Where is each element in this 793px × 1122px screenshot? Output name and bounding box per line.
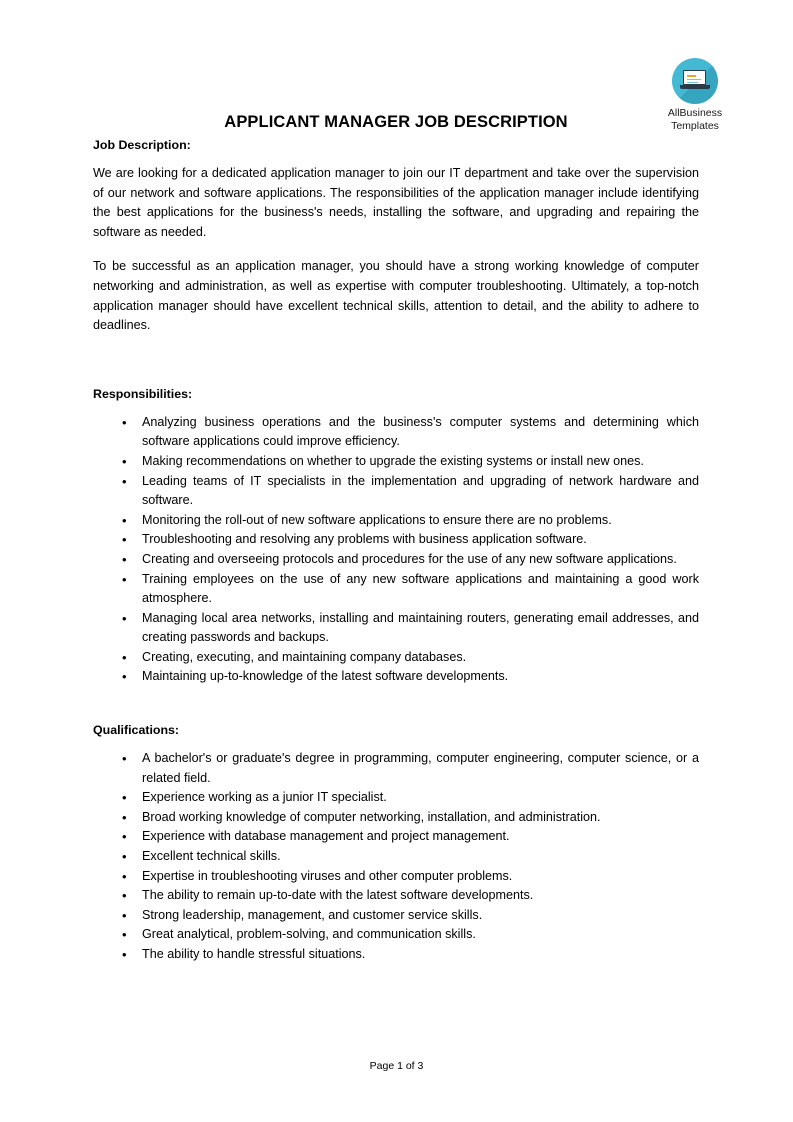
- qualifications-heading: Qualifications:: [93, 723, 180, 738]
- list-item: • Managing local area networks, installing and maintaining routers, generating email addresses, and creating passwords and backups.: [93, 609, 699, 648]
- laptop-screen-line-3: [687, 82, 698, 84]
- job-description-heading: Job Description:: [93, 138, 191, 152]
- list-item: • Analyzing business operations and the business's computer systems and determining which software applications could improve efficiency.: [93, 413, 699, 452]
- list-item: • Broad working knowledge of computer networking, installation, and administration.: [93, 808, 699, 828]
- qualifications-list: [93, 749, 699, 965]
- job-description-paragraph: To be successful as an application manager, you should have a strong working knowledge of computer networking and administration, as well as expertise with computer troubleshooting. Ultimately, a top-notch application manager should have excellent technical skills, attention to detail, and the ability to adhere to deadlines.: [93, 259, 699, 333]
- page-footer: Page 1 of 3: [369, 1060, 424, 1072]
- list-item: • Experience with database management and project management.: [93, 827, 699, 847]
- list-item: • Expertise in troubleshooting viruses and other computer problems.: [93, 867, 699, 887]
- laptop-screen-line-2: [687, 79, 701, 81]
- list-item: • Leading teams of IT specialists in the implementation and upgrading of network hardware and software.: [93, 472, 699, 511]
- list-item: • Strong leadership, management, and customer service skills.: [93, 906, 699, 926]
- brand-name-line-1: AllBusiness: [667, 107, 723, 119]
- list-item: • Making recommendations on whether to upgrade the existing systems or install new ones.: [93, 452, 699, 472]
- list-item: • Monitoring the roll-out of new software applications to ensure there are no problems.: [93, 511, 699, 531]
- laptop-base: [680, 85, 710, 89]
- list-item: • Creating and overseeing protocols and procedures for the use of any new software applications.: [93, 550, 699, 570]
- list-item: • Troubleshooting and resolving any problems with business application software.: [93, 530, 699, 550]
- list-item: • Great analytical, problem-solving, and communication skills.: [93, 925, 699, 945]
- laptop-screen: [683, 70, 706, 85]
- responsibilities-heading: Responsibilities:: [93, 386, 193, 401]
- section-spacer: [93, 687, 699, 723]
- list-item: • Training employees on the use of any new software applications and maintaining a good work atmosphere.: [93, 570, 699, 609]
- responsibilities-list: [93, 413, 699, 687]
- section-spacer: [93, 351, 699, 387]
- list-item: • Experience working as a junior IT specialist.: [93, 788, 699, 808]
- laptop-glyph: [680, 70, 710, 92]
- list-item: • Maintaining up-to-knowledge of the latest software developments.: [93, 667, 699, 687]
- list-item: • The ability to handle stressful situations.: [93, 945, 699, 965]
- document-body: [93, 138, 699, 965]
- brand-name-line-2: Templates: [671, 119, 719, 132]
- list-item: • A bachelor's or graduate's degree in programming, computer engineering, computer science, or a related field.: [93, 749, 699, 788]
- job-description-paragraph: We are looking for a dedicated application manager to join our IT department and take over the supervision of our network and software applications. The responsibilities of the application manager include identifying the best applications for the business's needs, installing the software, and upgrading and repairing the software as needed.: [93, 166, 699, 239]
- list-item: • Excellent technical skills.: [93, 847, 699, 867]
- list-item: • Creating, executing, and maintaining company databases.: [93, 648, 699, 668]
- list-item: • The ability to remain up-to-date with the latest software developments.: [93, 886, 699, 906]
- laptop-screen-line-1: [687, 75, 696, 77]
- page-title: APPLICANT MANAGER JOB DESCRIPTION: [224, 113, 568, 131]
- laptop-icon: [672, 58, 718, 104]
